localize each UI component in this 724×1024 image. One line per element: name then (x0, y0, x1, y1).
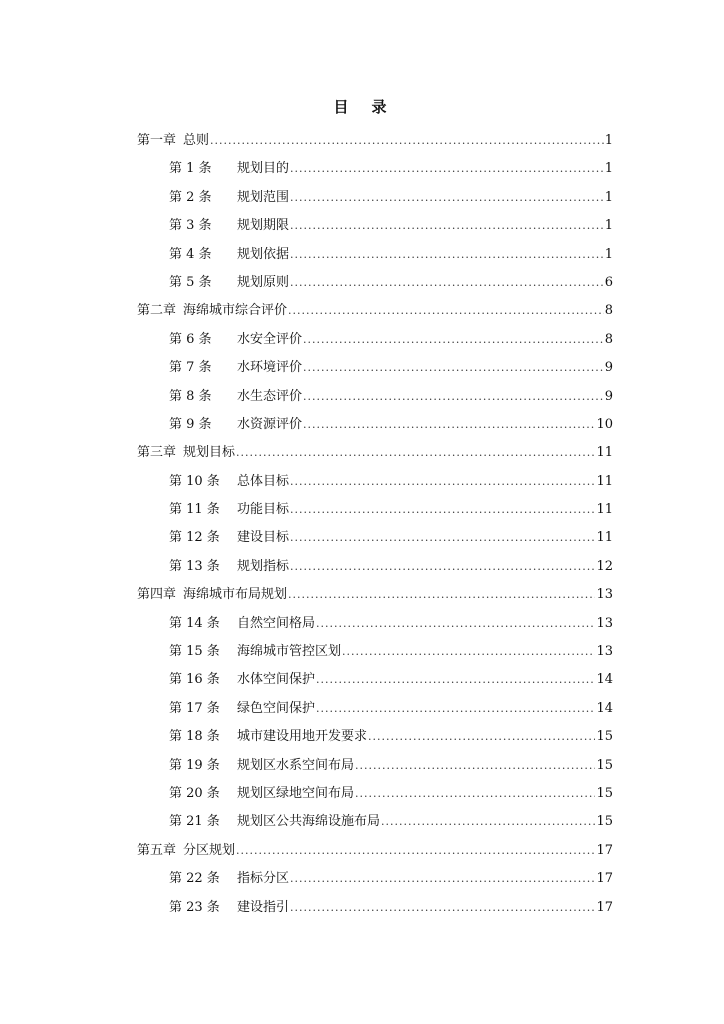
chapter-number: 第二章 (137, 303, 177, 319)
entry-title: 海绵城市管控区划 (237, 644, 342, 660)
toc-article-entry[interactable] (137, 269, 613, 297)
article-number: 第 1 条 (169, 161, 212, 177)
entry-title: 水资源评价 (237, 416, 303, 432)
page-number: 9 (604, 388, 613, 404)
article-number: 第 23 条 (169, 899, 220, 915)
entry-title: 规划原则 (237, 274, 290, 290)
article-number: 第 8 条 (169, 388, 212, 404)
dot-leader (355, 752, 595, 780)
page-number: 1 (604, 189, 613, 205)
article-number: 第 10 条 (169, 473, 220, 489)
page-number: 11 (596, 445, 613, 461)
toc-article-entry[interactable] (137, 155, 613, 183)
article-number: 第 11 条 (169, 502, 220, 518)
article-number: 第 7 条 (169, 360, 212, 376)
entry-title: 海绵城市布局规划 (183, 587, 288, 603)
page-number: 12 (596, 558, 613, 574)
toc-article-entry[interactable] (137, 638, 613, 666)
article-number: 第 12 条 (169, 530, 220, 546)
toc-article-entry[interactable] (137, 695, 613, 723)
article-number: 第 5 条 (169, 274, 212, 290)
toc-article-entry[interactable] (137, 354, 613, 382)
entry-title: 水体空间保护 (237, 672, 316, 688)
toc-article-entry[interactable] (137, 212, 613, 240)
page-number: 1 (604, 246, 613, 262)
page-number: 13 (596, 615, 613, 631)
article-number: 第 17 条 (169, 700, 220, 716)
page-number: 6 (604, 274, 613, 290)
dot-leader (236, 439, 595, 467)
entry-title: 建设目标 (237, 530, 290, 546)
dot-leader (368, 723, 595, 751)
toc-article-entry[interactable] (137, 752, 613, 780)
toc-chapter-entry[interactable] (137, 439, 613, 467)
entry-title: 规划区水系空间布局 (237, 757, 355, 773)
entry-title: 自然空间格局 (237, 615, 316, 631)
dot-leader (316, 666, 595, 694)
dot-leader (210, 127, 604, 155)
dot-leader (355, 780, 595, 808)
page-number: 9 (604, 360, 613, 376)
page-number: 17 (596, 842, 613, 858)
toc-chapter-entry[interactable] (137, 837, 613, 865)
entry-title: 规划依据 (237, 246, 290, 262)
article-number: 第 9 条 (169, 416, 212, 432)
dot-leader (342, 638, 595, 666)
toc-chapter-entry[interactable] (137, 297, 613, 325)
page-number: 13 (596, 644, 613, 660)
article-number: 第 18 条 (169, 729, 220, 745)
page-number: 8 (604, 303, 613, 319)
entry-title: 绿色空间保护 (237, 700, 316, 716)
page-number: 8 (604, 331, 613, 347)
dot-leader (290, 212, 604, 240)
toc-article-entry[interactable] (137, 723, 613, 751)
page-number: 13 (596, 587, 613, 603)
dot-leader (290, 865, 595, 893)
toc-article-entry[interactable] (137, 808, 613, 836)
entry-title: 总体目标 (237, 473, 290, 489)
entry-title: 水环境评价 (237, 360, 303, 376)
toc-article-entry[interactable] (137, 553, 613, 581)
toc-article-entry[interactable] (137, 468, 613, 496)
chapter-number: 第三章 (137, 445, 177, 461)
entry-title: 规划区绿地空间布局 (237, 785, 355, 801)
dot-leader (381, 808, 595, 836)
page-number: 1 (604, 218, 613, 234)
dot-leader (290, 241, 604, 269)
dot-leader (288, 297, 604, 325)
page-number: 10 (596, 416, 613, 432)
article-number: 第 21 条 (169, 814, 220, 830)
toc-chapter-entry[interactable] (137, 581, 613, 609)
page-number: 14 (596, 700, 613, 716)
entry-title: 指标分区 (237, 871, 290, 887)
page-number: 15 (596, 729, 613, 745)
toc-article-entry[interactable] (137, 780, 613, 808)
dot-leader (290, 155, 604, 183)
article-number: 第 22 条 (169, 871, 220, 887)
article-number: 第 14 条 (169, 615, 220, 631)
toc-article-entry[interactable] (137, 326, 613, 354)
entry-title: 规划范围 (237, 189, 290, 205)
page-number: 11 (596, 502, 613, 518)
page-number: 17 (596, 899, 613, 915)
dot-leader (303, 354, 604, 382)
entry-title: 功能目标 (237, 502, 290, 518)
dot-leader (316, 695, 595, 723)
article-number: 第 19 条 (169, 757, 220, 773)
dot-leader (290, 894, 595, 922)
page-number: 15 (596, 757, 613, 773)
entry-title: 海绵城市综合评价 (183, 303, 288, 319)
page-number: 1 (604, 133, 613, 148)
entry-title: 规划指标 (237, 558, 290, 574)
page-number: 1 (604, 161, 613, 177)
dot-leader (303, 411, 595, 439)
article-number: 第 20 条 (169, 785, 220, 801)
chapter-number: 第四章 (137, 587, 177, 603)
toc-article-entry[interactable] (137, 383, 613, 411)
page-number: 11 (596, 473, 613, 489)
chapter-number: 第一章 (137, 133, 177, 148)
toc-article-entry[interactable] (137, 894, 613, 922)
page-number: 11 (596, 530, 613, 546)
toc-article-entry[interactable] (137, 241, 613, 269)
dot-leader (303, 383, 604, 411)
dot-leader (303, 326, 604, 354)
toc-article-entry[interactable] (137, 411, 613, 439)
toc-article-entry[interactable] (137, 865, 613, 893)
entry-title: 建设指引 (237, 899, 290, 915)
article-number: 第 3 条 (169, 218, 212, 234)
article-number: 第 4 条 (169, 246, 212, 262)
toc-article-entry[interactable] (137, 610, 613, 638)
table-of-contents (137, 127, 613, 922)
article-number: 第 6 条 (169, 331, 212, 347)
entry-title: 城市建设用地开发要求 (237, 729, 368, 745)
page-number: 17 (596, 871, 613, 887)
chapter-number: 第五章 (137, 842, 177, 858)
dot-leader (290, 184, 604, 212)
toc-article-entry[interactable] (137, 666, 613, 694)
entry-title: 规划目标 (183, 445, 236, 461)
toc-article-entry[interactable] (137, 524, 613, 552)
dot-leader (290, 553, 595, 581)
article-number: 第 15 条 (169, 644, 220, 660)
page-number: 15 (596, 814, 613, 830)
page-number: 14 (596, 672, 613, 688)
page-number: 15 (596, 785, 613, 801)
dot-leader (290, 468, 595, 496)
dot-leader (236, 837, 595, 865)
dot-leader (290, 269, 604, 297)
entry-title: 总则 (183, 133, 210, 148)
article-number: 第 13 条 (169, 558, 220, 574)
entry-title: 水安全评价 (237, 331, 303, 347)
entry-title: 规划区公共海绵设施布局 (237, 814, 381, 830)
entry-title: 分区规划 (183, 842, 236, 858)
entry-title: 规划期限 (237, 218, 290, 234)
article-number: 第 2 条 (169, 189, 212, 205)
entry-title: 水生态评价 (237, 388, 303, 404)
dot-leader (288, 581, 595, 609)
dot-leader (290, 524, 595, 552)
toc-article-entry[interactable] (137, 496, 613, 524)
article-number: 第 16 条 (169, 672, 220, 688)
dot-leader (316, 610, 595, 638)
dot-leader (290, 496, 595, 524)
toc-article-entry[interactable] (137, 184, 613, 212)
entry-title: 规划目的 (237, 161, 290, 177)
page-title: 目 录 (333, 98, 391, 116)
toc-chapter-entry[interactable] (137, 127, 613, 155)
